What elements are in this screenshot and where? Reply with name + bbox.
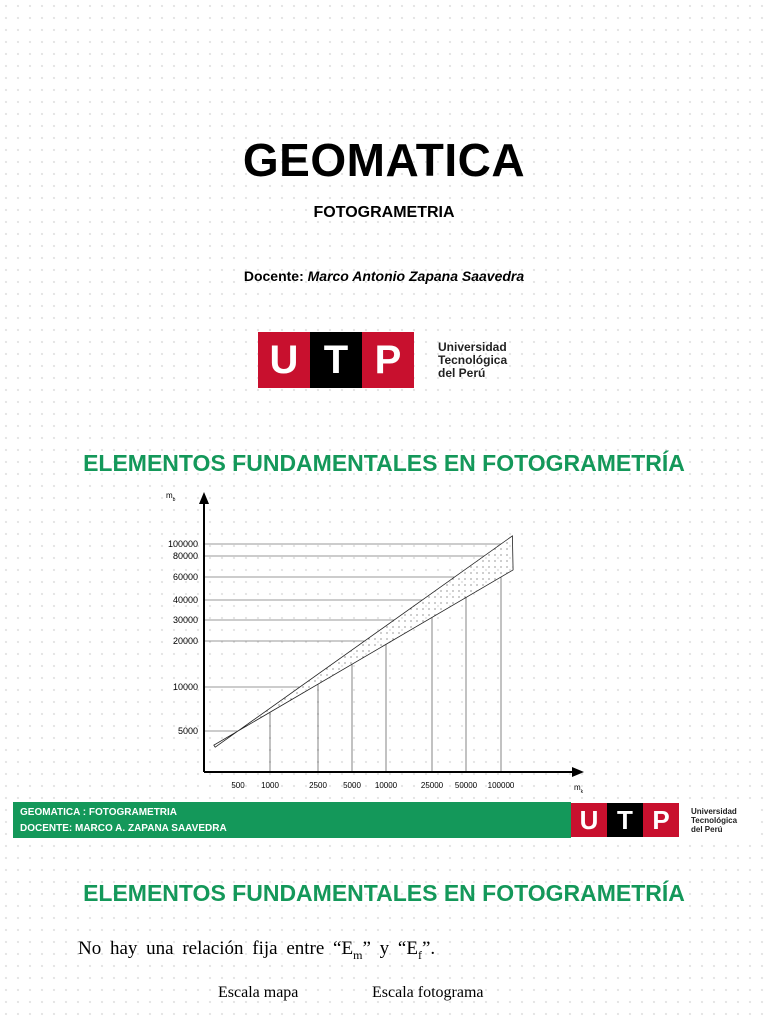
footer-green-band [13, 802, 571, 838]
y-tick-label: 100000 [167, 539, 198, 549]
y-tick-label: 5000 [177, 726, 198, 736]
relation-band [214, 536, 513, 747]
relation-statement [78, 938, 435, 963]
x-tick-label: 100000 [487, 781, 515, 790]
docente-line [0, 268, 768, 284]
section-heading: ELEMENTOS FUNDAMENTALES EN FOTOGRAMETRÍA [83, 450, 685, 476]
y-tick-label: 40000 [172, 595, 198, 605]
scale-relation-chart [150, 480, 590, 800]
relation-sub-f: f [417, 947, 422, 962]
utp-name-line-3: del Perú [438, 365, 486, 380]
page-subtitle: FOTOGRAMETRIA [313, 204, 455, 221]
y-axis-label: $m_b$ [166, 491, 176, 503]
footer-teacher: DOCENTE: MARCO A. ZAPANA SAAVEDRA [20, 823, 227, 834]
relation-sub-m: m [353, 947, 363, 962]
relation-end: ”. [421, 938, 436, 959]
escala-fotograma-label: Escala fotograma [372, 984, 484, 1001]
utp-letters-footer [571, 803, 679, 837]
y-tick-label: 60000 [172, 572, 198, 582]
utp-footer-name-line-2: Tecnológica [691, 815, 738, 825]
relation-mid: ” y “E [362, 938, 418, 959]
utp-letter-p: P [362, 332, 414, 388]
y-tick-label: 30000 [172, 615, 198, 625]
utp-logo [258, 332, 507, 388]
relation-text: No hay una relación fija entre “E [78, 938, 354, 959]
utp-name-line-2: Tecnológica [438, 352, 508, 367]
utp-letter-t: T [310, 332, 362, 388]
x-tick-label: 500 [231, 781, 245, 790]
utp-footer-letter-p: P [643, 803, 679, 837]
utp-footer-university-name [691, 807, 737, 834]
y-tick-label: 20000 [172, 636, 198, 646]
utp-logo-footer [571, 803, 737, 837]
docente-label: Docente: [243, 268, 304, 284]
y-tick-label: 80000 [172, 551, 198, 561]
x-tick-label: 50000 [454, 781, 478, 790]
docente-name: Marco Antonio Zapana Saavedra [307, 268, 525, 284]
y-tick-label: 10000 [172, 682, 198, 692]
utp-footer-letter-t: T [607, 803, 643, 837]
x-tick-label: 10000 [374, 781, 398, 790]
section-heading-2: ELEMENTOS FUNDAMENTALES EN FOTOGRAMETRÍA [83, 880, 685, 906]
utp-letter-u: U [258, 332, 310, 388]
page-title: GEOMATICA [242, 134, 526, 186]
utp-university-name [438, 341, 507, 380]
utp-letters [258, 332, 414, 388]
x-tick-label: 1000 [261, 781, 279, 790]
utp-footer-name-line-3: del Perú [691, 824, 723, 834]
x-tick-label: 5000 [343, 781, 361, 790]
utp-footer-letter-u: U [571, 803, 607, 837]
footer-course: GEOMATICA : FOTOGRAMETRIA [20, 807, 178, 818]
utp-footer-name-line-1: Universidad [691, 806, 737, 816]
escala-mapa-label: Escala mapa [218, 984, 299, 1001]
x-tick-label: 25000 [420, 781, 444, 790]
x-tick-label: 2500 [309, 781, 327, 790]
utp-name-line-1: Universidad [438, 339, 507, 354]
x-axis-label: $m_k$ [574, 783, 584, 795]
